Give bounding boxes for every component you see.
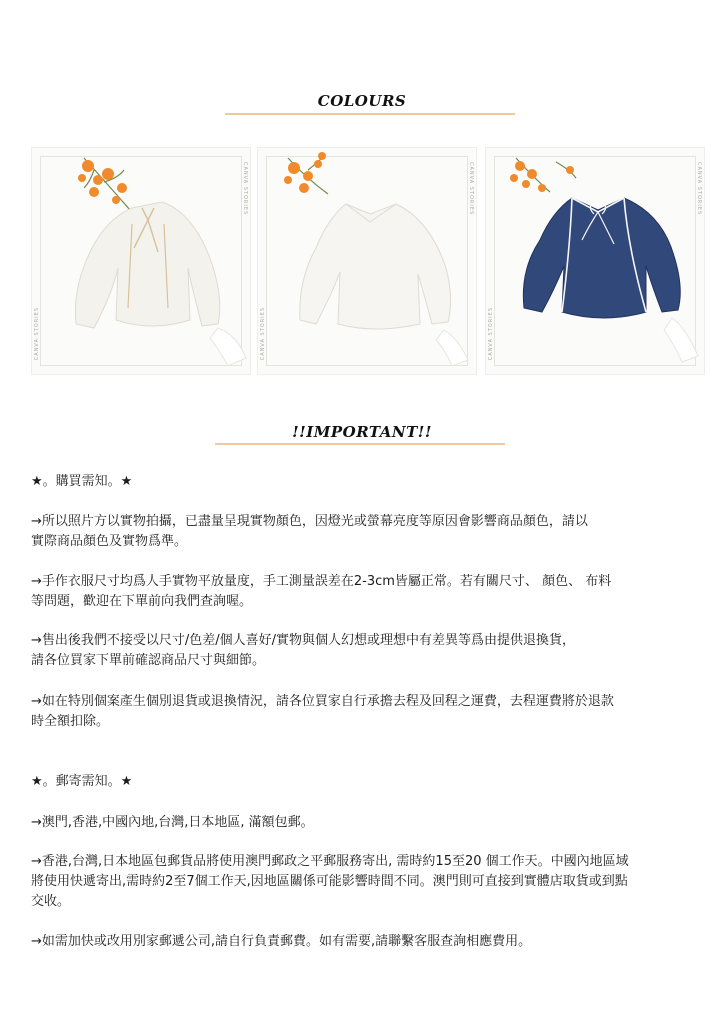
- text-line: 將使用快遞寄出,需時約2至7個工作天,因地區關係可能影響時間不同。澳門則可直接到實體店取貨或到點: [31, 874, 628, 889]
- blouse-illustration: [486, 148, 705, 375]
- text-line: →手作衣服尺寸均爲人手實物平放量度，手工測量誤差在2-3cm皆屬正常。若有關尺寸、 顏色、 布料: [31, 574, 612, 589]
- text-line: 實際商品顏色及實物爲準。: [31, 534, 188, 549]
- text-line: 請各位買家下單前確認商品尺寸與細節。: [31, 653, 266, 668]
- photo-watermark-bottom: CANVA STORIES: [488, 306, 494, 360]
- photo-watermark-bottom: CANVA STORIES: [260, 306, 266, 360]
- purchase-paragraph-3: [31, 631, 671, 671]
- text-line: →售出後我們不接受以尺寸/色差/個人喜好/實物與個人幻想或理想中有差異等爲由提供退換貨，: [31, 633, 576, 648]
- shipping-paragraph-3: [31, 932, 671, 952]
- photo-watermark: CANVA STORIES: [468, 162, 474, 216]
- text-line: →如需加快或改用別家郵遞公司,請自行負責郵費。如有需要,請聯繫客服查詢相應費用。: [31, 934, 532, 949]
- purchase-paragraph-2: [31, 572, 671, 612]
- product-photo-white-tan-tie[interactable]: [31, 147, 251, 375]
- text-line: 交收。: [31, 894, 71, 909]
- text-line: 時全額扣除。: [31, 714, 110, 729]
- shipping-header: ★。郵寄需知。★: [31, 774, 133, 789]
- shipping-paragraph-2: [31, 852, 671, 912]
- blouse-illustration: [32, 148, 251, 375]
- purchase-paragraph-4: [31, 692, 671, 732]
- photo-watermark-bottom: CANVA STORIES: [34, 306, 40, 360]
- colours-underline: [225, 113, 515, 115]
- shipping-notes: [31, 772, 671, 792]
- colours-title: COLOURS: [317, 92, 407, 110]
- product-photo-navy[interactable]: [485, 147, 705, 375]
- photo-watermark: CANVA STORIES: [242, 162, 248, 216]
- blouse-illustration: [258, 148, 477, 375]
- important-underline: [215, 443, 505, 445]
- photo-watermark: CANVA STORIES: [696, 162, 702, 216]
- orange-flowers: [510, 161, 574, 192]
- text-line: →如在特別個案產生個別退貨或退換情況，請各位買家自行承擔去程及回程之運費，去程運費將於退款: [31, 694, 614, 709]
- text-line: 等問題，歡迎在下單前向我們查詢喔。: [31, 594, 253, 609]
- text-line: →所以照片方以實物拍攝，已盡量呈現實物顏色，因燈光或螢幕亮度等原因會影響商品顏色，請以: [31, 514, 588, 529]
- product-photo-plain-white[interactable]: [257, 147, 477, 375]
- purchase-header: ★。購買需知。★: [31, 474, 133, 489]
- orange-flowers: [284, 152, 326, 193]
- text-line: →澳門,香港,中國內地,台灣,日本地區, 滿額包郵。: [31, 815, 314, 830]
- purchase-paragraph-1: [31, 512, 671, 552]
- important-title: !!IMPORTANT!!: [292, 423, 432, 441]
- purchase-notes: [31, 472, 671, 492]
- shipping-paragraph-1: [31, 813, 671, 833]
- text-line: →香港,台灣,日本地區包郵貨品將使用澳門郵政之平郵服務寄出, 需時約15至20 個工作天。中國內地區域: [31, 854, 629, 869]
